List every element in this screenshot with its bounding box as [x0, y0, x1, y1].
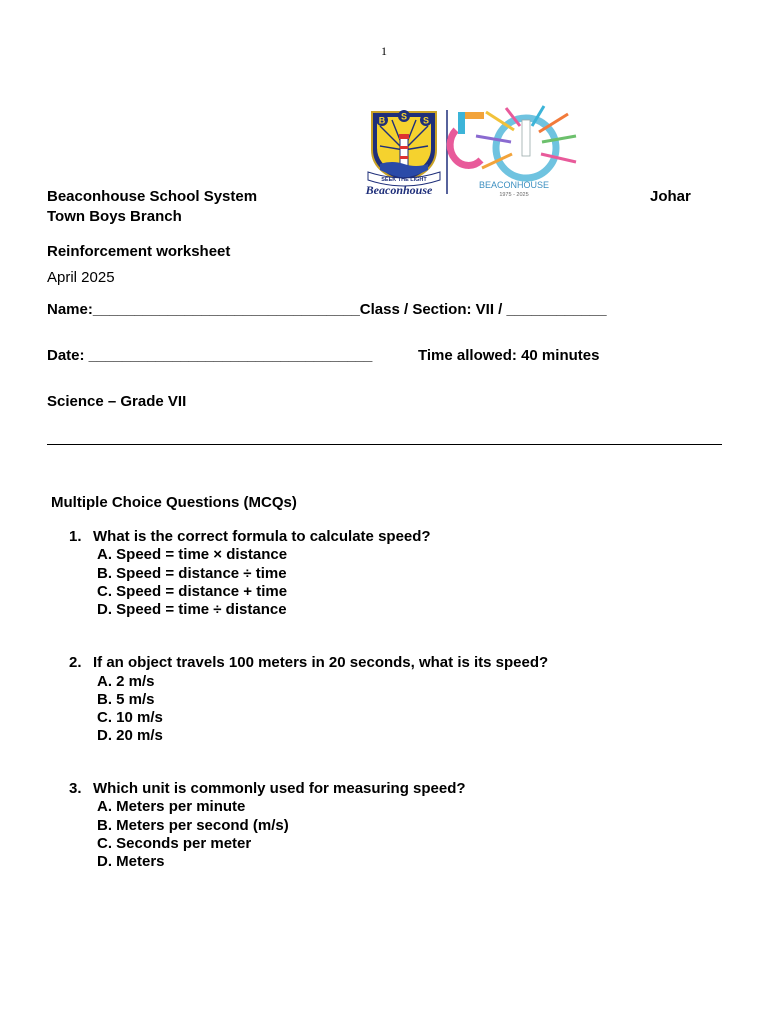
header-divider — [47, 444, 722, 445]
question-1 — [69, 527, 431, 547]
branch-name-part1: Johar — [650, 188, 691, 205]
question-3 — [69, 779, 466, 799]
question-1-option-b: B. Speed = distance ÷ time — [97, 565, 287, 582]
worksheet-title: Reinforcement worksheet — [47, 243, 231, 260]
crest-motto: SEEK THE LIGHT — [381, 177, 427, 183]
worksheet-month: April 2025 — [47, 269, 115, 286]
crest-letter-s1: S — [400, 111, 408, 122]
page-number: 1 — [381, 44, 387, 58]
question-3-option-d: D. Meters — [97, 853, 165, 870]
branch-name-part2: Town Boys Branch — [47, 208, 182, 225]
question-3-option-c: C. Seconds per meter — [97, 835, 252, 852]
question-3-option-a: A. Meters per minute — [97, 798, 246, 815]
time-allowed: Time allowed: 40 minutes — [418, 347, 600, 364]
question-2 — [69, 653, 548, 673]
question-3-text: Which unit is commonly used for measuring speed? — [93, 780, 466, 797]
question-2-option-a: A. 2 m/s — [97, 673, 155, 690]
question-1-option-d: D. Speed = time ÷ distance — [97, 601, 287, 618]
question-2-option-b: B. 5 m/s — [97, 691, 155, 708]
section-title: Multiple Choice Questions (MCQs) — [51, 494, 297, 511]
crest-letter-b: B — [378, 115, 386, 126]
question-1-option-a: A. Speed = time × distance — [97, 546, 288, 563]
question-2-text: If an object travels 100 meters in 20 seconds, what is its speed? — [93, 654, 549, 671]
question-2-option-c: C. 10 m/s — [97, 709, 163, 726]
date-line: Date: __________________________________ — [47, 347, 373, 364]
subject-grade: Science – Grade VII — [47, 393, 187, 410]
question-2-option-d: D. 20 m/s — [97, 727, 163, 744]
school-name: Beaconhouse School System — [47, 188, 258, 205]
crest-letter-s2: S — [422, 115, 430, 126]
name-class-line: Name:________________________________Class / Section: VII / ____________ — [47, 301, 607, 318]
crest-wordmark: Beaconhouse — [365, 183, 433, 197]
anniversary-wordmark: BEACONHOUSE — [478, 180, 550, 190]
question-1-number: 1. — [69, 528, 82, 545]
anniversary-years: 1975 - 2025 — [499, 192, 529, 198]
beaconhouse-logo — [336, 90, 588, 198]
question-1-text: What is the correct formula to calculate speed? — [93, 528, 431, 545]
question-1-option-c: C. Speed = distance + time — [97, 583, 288, 600]
question-2-number: 2. — [69, 654, 82, 671]
logo-graphic — [336, 90, 588, 198]
question-3-number: 3. — [69, 780, 82, 797]
question-3-option-b: B. Meters per second (m/s) — [97, 817, 289, 834]
